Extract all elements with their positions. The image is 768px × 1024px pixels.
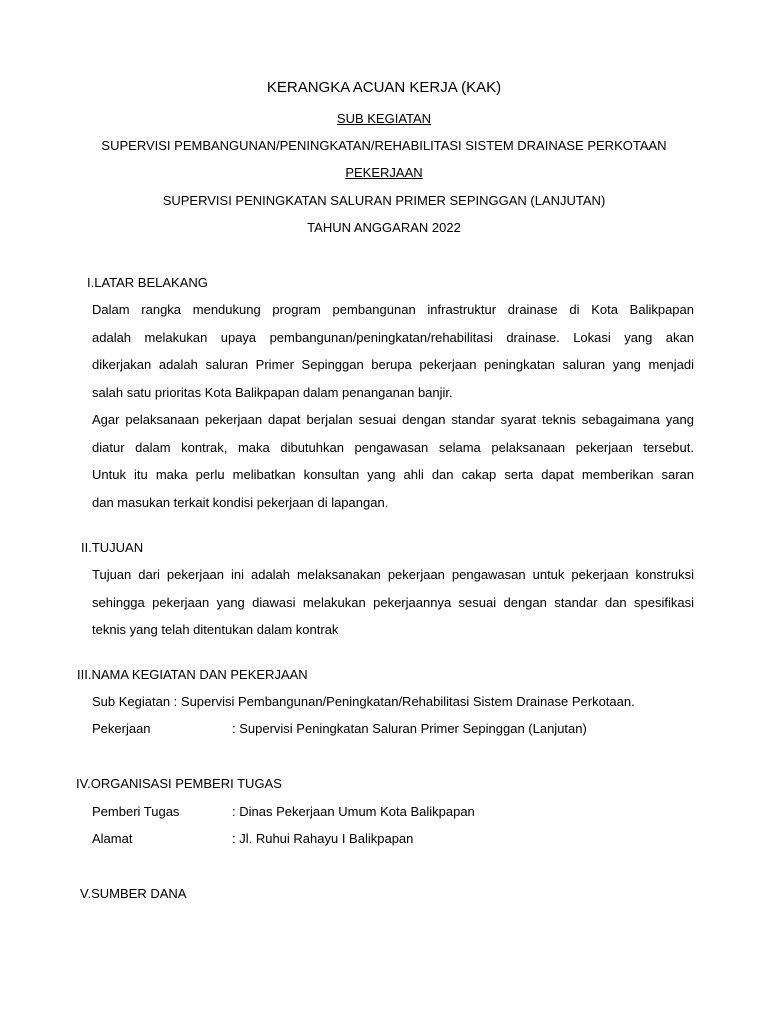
- document-title: KERANGKA ACUAN KERJA (KAK): [266, 79, 502, 96]
- paragraph-line: teknis yang telah ditentukan dalam kontrak: [92, 622, 339, 637]
- pekerjaan-row-label: Pekerjaan: [92, 721, 151, 736]
- pemberi-tugas-label: Pemberi Tugas: [92, 804, 180, 819]
- section-heading-sumber-dana: V.SUMBER DANA: [80, 886, 187, 901]
- paragraph-line: adalah melakukan upaya pembangunan/peningkatan/rehabilitasi drainase. Lokasi yang akan: [92, 329, 694, 345]
- paragraph-line: dikerjakan adalah saluran Primer Sepinggan berupa pekerjaan peningkatan saluran yang menjadi: [92, 357, 694, 372]
- paragraph-line: Agar pelaksanaan pekerjaan dapat berjalan sesuai dengan standar syarat teknis sebagaimana yang: [92, 412, 694, 427]
- paragraph-line: Dalam rangka mendukung program pembangunan infrastruktur drainase di Kota Balikpapan: [92, 302, 694, 317]
- paragraph-line: dan masukan terkait kondisi pekerjaan di lapangan.: [92, 494, 389, 510]
- pekerjaan-row-value: : Supervisi Peningkatan Saluran Primer Sepinggan (Lanjutan): [232, 721, 587, 736]
- sub-kegiatan-label: SUB KEGIATAN: [336, 111, 432, 126]
- paragraph-line: sehingga pekerjaan yang diawasi melakukan pekerjaannya sesuai dengan standar dan spesifikasi: [92, 594, 694, 610]
- paragraph-line: Untuk itu maka perlu melibatkan konsultan yang ahli dan cakap serta dapat memberikan saran: [92, 467, 694, 482]
- sub-kegiatan-row: Sub Kegiatan : Supervisi Pembangunan/Peningkatan/Rehabilitasi Sistem Drainase Perkotaan.: [92, 694, 635, 709]
- pekerjaan-label: PEKERJAAN: [345, 165, 423, 180]
- pemberi-tugas-value: : Dinas Pekerjaan Umum Kota Balikpapan: [232, 804, 475, 819]
- tujuan-paragraph: [92, 561, 694, 644]
- section-heading-organisasi: IV.ORGANISASI PEMBERI TUGAS: [76, 776, 282, 791]
- paragraph-line: salah satu prioritas Kota Balikpapan dalam penanganan banjir.: [92, 384, 453, 400]
- sub-kegiatan-text: SUPERVISI PEMBANGUNAN/PENINGKATAN/REHABILITASI SISTEM DRAINASE PERKOTAAN: [101, 138, 667, 153]
- section-heading-tujuan: II.TUJUAN: [81, 540, 144, 555]
- alamat-label: Alamat: [92, 831, 133, 846]
- paragraph-line: Tujuan dari pekerjaan ini adalah melaksanakan pekerjaan pengawasan untuk pekerjaan konstruksi: [92, 567, 694, 582]
- tahun-anggaran: TAHUN ANGGARAN 2022: [307, 220, 461, 235]
- alamat-value: : Jl. Ruhui Rahayu I Balikpapan: [232, 831, 414, 846]
- pekerjaan-text: SUPERVISI PENINGKATAN SALURAN PRIMER SEPINGGAN (LANJUTAN): [162, 193, 606, 208]
- section-heading-nama-kegiatan: III.NAMA KEGIATAN DAN PEKERJAAN: [77, 667, 308, 682]
- paragraph-line: diatur dalam kontrak, maka dibutuhkan pengawasan selama pelaksanaan pekerjaan tersebut.: [92, 439, 694, 455]
- section-heading-latar-belakang: I.LATAR BELAKANG: [87, 275, 208, 290]
- latar-belakang-paragraph: [92, 296, 694, 516]
